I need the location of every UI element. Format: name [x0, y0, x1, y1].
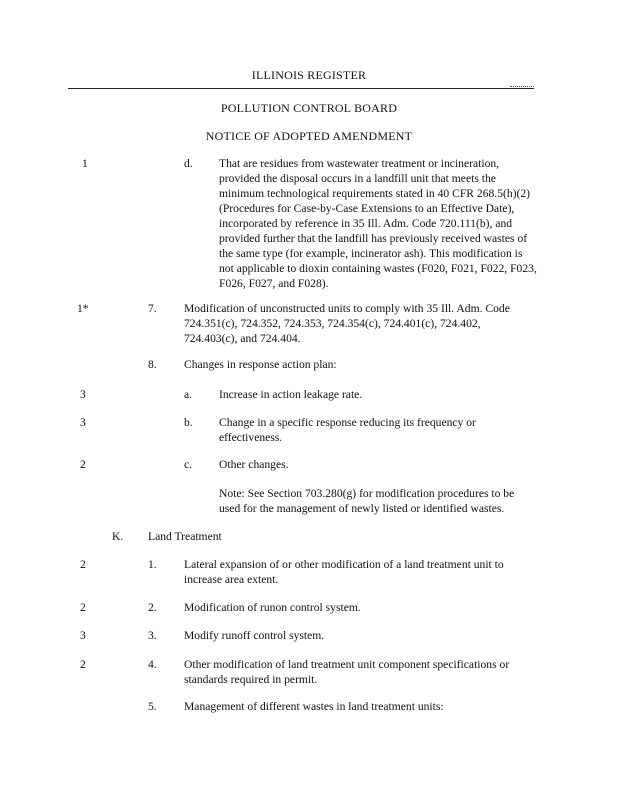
class-label: 2 [80, 558, 86, 571]
section-title: Land Treatment [148, 530, 222, 543]
item-text: Increase in action leakage rate. [219, 388, 363, 401]
class-label: 3 [80, 388, 86, 401]
header-rule [68, 88, 534, 89]
item-text: Modification of unconstructed units to comply with 35 Ill. Adm. Code 724.351(c), 724.352, 724.353, 724.354(c), 724.401(c), 724.402, 724.403(c), and 724.404. [184, 302, 510, 345]
item-text: Change in a specific response reducing its frequency or effectiveness. [219, 416, 476, 444]
section-label: K. [112, 530, 124, 543]
notice-title: NOTICE OF ADOPTED AMENDMENT [205, 129, 413, 143]
item-label: a. [184, 388, 193, 401]
item-text: Modification of runon control system. [184, 601, 361, 614]
item-text: Other changes. [219, 458, 289, 471]
item-text: Other modification of land treatment unit component specifications or standards required in permit. [184, 658, 510, 686]
item-label: 1. [148, 558, 157, 571]
item-text: Modify runoff control system. [184, 629, 325, 642]
item-text: That are residues from wastewater treatment or incineration, provided the disposal occurs in a landfill unit that meets the minimum technological requirements stated in 40 CFR 268.5(h)(2) (Procedures for Case-by-Case Extensions to an Effective Date), incorporated by reference in 35 Ill. Adm. Code 720.111(b), and provided further that the landfill has previously received wastes of the same type (for example, incinerator ash). This modification is not applicable to dioxin containing wastes (F020, F021, F022, F023, F026, F027, and F028). [219, 157, 537, 290]
class-label: 3 [80, 629, 86, 642]
item-text: Management of different wastes in land treatment units: [184, 700, 444, 713]
board-title: POLLUTION CONTROL BOARD [220, 101, 398, 115]
item-label: 2. [148, 601, 157, 614]
note-text: Note: See Section 703.280(g) for modification procedures to be used for the management of newly listed or identified wastes. [219, 487, 515, 515]
item-label: 7. [148, 302, 157, 315]
item-label: 5. [148, 700, 157, 713]
register-title: ILLINOIS REGISTER [251, 68, 367, 82]
item-text: Changes in response action plan: [184, 358, 337, 371]
item-label: b. [184, 416, 193, 429]
class-label: 1 [82, 157, 88, 170]
class-label: 2 [80, 601, 86, 614]
class-label: 3 [80, 416, 86, 429]
item-label: 8. [148, 358, 157, 371]
item-label: 3. [148, 629, 157, 642]
item-label: c. [184, 458, 193, 471]
item-label: 4. [148, 658, 157, 671]
item-text: Lateral expansion of or other modification of a land treatment unit to increase area extent. [184, 558, 504, 586]
class-label: 2 [80, 458, 86, 471]
item-label: d. [184, 157, 193, 170]
class-label: 1* [77, 302, 89, 315]
page-number-mark [510, 86, 534, 90]
class-label: 2 [80, 658, 86, 671]
